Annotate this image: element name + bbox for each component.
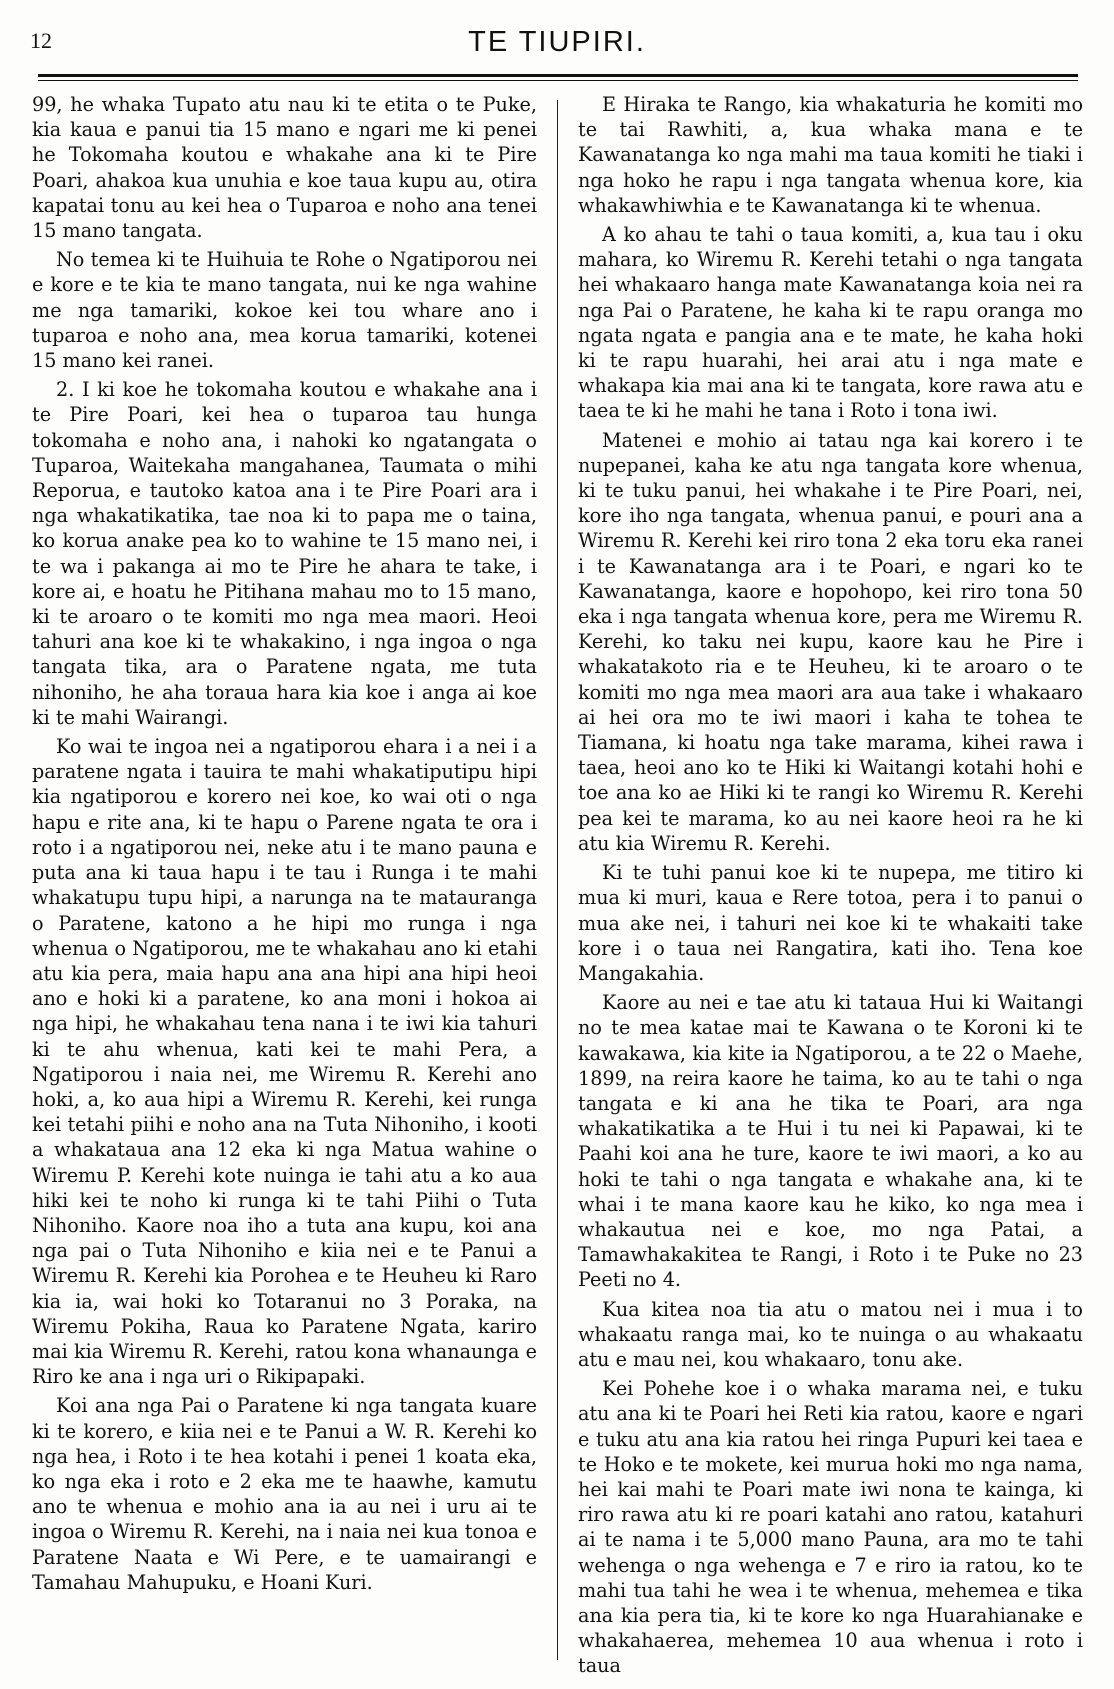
left-paragraph-5: Koi ana nga Pai o Paratene ki nga tangata kuare ki te korero, e kiia nei e te Panui a W. R. Kerehi ko nga hea, i Roto i te hea kotahi i penei 1 koata eka, ko nga eka i roto e 2 eka me te haawhe, kamutu ano te whenua e mohio ana ia au nei i uru ai te ingoa o Wiremu R. Kerehi, na i naia nei kua tonoa e Paratene Naata e Wi Pere, e te uamairangi e Tamahau Mahupuku, e Hoani Kuri. <box>32 1394 537 1594</box>
column-divider <box>557 100 558 1660</box>
left-paragraph-1: 99, he whaka Tupato atu nau ki te etita o te Puke, kia kaua e panui tia 15 mano e ngari me ki penei he Tokomaha koutou e whakahe ana ki te Pire Poari, ahakoa kua unuhia e koe taua kupu au, otira kapatai tonu au kei hea o Tuparoa e noho ana tenei 15 mano tangata. <box>32 93 537 243</box>
left-paragraph-2: No temea ki te Huihuia te Rohe o Ngatiporou nei e kore e te kia te mano tangata, nui ke nga wahine me nga tamariki, kokoe kei tou whare ano i tuparoa e noho ana, mea korua tamariki, kotenei 15 mano kei ranei. <box>32 248 537 373</box>
header-rule-thin <box>38 80 1078 81</box>
right-paragraph-6: Kua kitea noa tia atu o matou nei i mua i to whakaatu ranga mai, ko te nuinga o au whakaatu atu e mau nei, kou whakaaro, tonu ake. <box>578 1297 1083 1371</box>
header-rule-thick <box>38 74 1078 77</box>
page-title: TE TIUPIRI. <box>468 26 646 58</box>
right-paragraph-7: Kei Pohehe koe i o whaka marama nei, e tuku atu ana ki te Poari hei Reti kia ratou, kaore e ngari e tuku atu ana kia ratou hei ringa Pupuri kei taea e te Hoko e te mokete, kei murua hoki mo nga nama, hei kai mahi te Poari mate iwi nona te kainga, ki riro rawa atu ki re poari katahi ano ratou, katahuri ai te nama i te 5,000 mano Pauna, ara mo te tahi wehenga o nga wehenga e 7 e riro ia ratou, ko te mahi tua tahi he wea i te whenua, mehemea e tika ana kia pera tia, ki te kore ko nga Huarahianake e whakahaerea, mehemea 10 aua whenua i roto i taua <box>578 1377 1083 1678</box>
page-header <box>30 22 1084 62</box>
left-column <box>32 92 537 1599</box>
right-paragraph-1: E Hiraka te Rango, kia whakaturia he komiti mo te tai Rawhiti, a, kua whaka mana e te Kawanatanga ko nga mahi ma taua komiti he tiaki i nga hoko he rapu i nga tangata whenua kore, kia whakawhiwhia e te Kawanatanga ki te whenua. <box>578 93 1083 217</box>
right-column <box>578 92 1083 1683</box>
right-paragraph-2: A ko ahau te tahi o taua komiti, a, kua tau i oku mahara, ko Wiremu R. Kerehi tetahi o nga tangata hei whakaaro hanga mate Kawanatanga koia nei ra nga Pai o Paratene, he kaha ki te rapu oranga mo ngata ngata e pangia ana e te mate, he kaha hoki ki te rapu huarahi, hei arai atu i nga mate e whakapa kia mai ana ki te tangata, kore rawa atu e taea te ki he mahi he tana i Roto i tona iwi. <box>578 223 1083 423</box>
right-paragraph-5: Kaore au nei e tae atu ki tataua Hui ki Waitangi no te mea katae mai te Kawana o te Koroni ki te kawakawa, kia kite ia Ngatiporou, a te 22 o Maehe, 1899, na reira kaore he taima, ko au te tahi o nga tangata e ki ana he tika te Poari, ara nga whakatikatika a te Hui i tu nei ki Papawai, ki te Paahi koi ana he ture, kaore te iwi maori, a ko au hoki te tahi o nga tangata e whakahe ana, ki te whai i te mana kaore kau he kiko, ko nga mea i whakautua nei e koe, mo nga Patai, a Tamawhakakitea te Rangi, i Roto i te Puke no 23 Peeti no 4. <box>578 991 1083 1292</box>
page-number: 12 <box>30 28 52 53</box>
left-paragraph-3: 2. I ki koe he tokomaha koutou e whakahe ana i te Pire Poari, kei hea o tuparoa tau hunga tokomaha e noho ana, i nahoki ko ngatangata o Tuparoa, Waitekaha mangahanea, Taumata o mihi Reporua, e tautoko katoa ana i te Pire Poari ara i nga whakatikatika, tae noa ki to papa me o taina, ko korua anake pea ko to wahine te 15 mano nei, i te wa i pakanga ai mo te Pire he ahara te take, i kore ai, e hoatu he Pitihana mahau mo to 15 mano, ki te aroaro o te komiti mo nga mea maori. Heoi tahuri ana koe ki te whakakino, i nga ingoa o nga tangata tika, ara o Paratene ngata, me tuta nihoniho, he aha torauа hara kia koe i anga ai koe ki te mahi Wairangi. <box>32 378 537 729</box>
right-paragraph-4: Ki te tuhi panui koe ki te nupepa, me titiro ki mua ki muri, kaua e Rere totoa, pera i to panui o mua ake nei, i tahuri nei koe ki te whakaiti take kore i o taua nei Rangatira, kati iho. Tena koe Mangakahia. <box>578 861 1083 985</box>
left-paragraph-4: Ko wai te ingoa nei a ngatiporou ehara i a nei i a paratene ngata i tauira te mahi whakatiputipu hipi kia ngatiporou e korero nei koe, ko wai oti o nga hapu e rite ana, ki te hapu o Parene ngata te ora i roto i a ngatiporou nei, neke atu i te mano pauna e puta ana ki taua hapu i te tau i Runga i te mahi whakatupu tupu hipi, a narunga na te matauranga o Paratene, katono a he hipi mo runga i nga whenua o Ngatiporou, me te whakahau ano ki etahi atu kia pera, maia hapu ana ana hipi ana hipi heoi ano e hoki ki a paratene, ko ana moni i hokoa ai nga hipi, he whakahau tena nana i te iwi kia tahuri ki te ahu whenua, kati kei te mahi Pera, a Ngatiporou i naia nei, me Wiremu R. Kerehi ano hoki, a, ko aua hipi a Wiremu R. Kerehi, kei runga kei tetahi piihi e noho ana na Tuta Nihoniho, i kooti a whakataua ana 12 eka ki nga Matua wahine o Wiremu P. Kerehi kote nuinga ie tahi atu a ko aua hiki kei te noho ki runga ki te tahi Piihi o Tuta Nihoniho. Kaore noa iho a tuta ana kupu, koi ana nga pai o Tuta Nihoniho e kiia nei e te Panui a Wiremu R. Kerehi kia Porohea e te Heuheu ki Raro kia ia, wai hoki ko Totaranui no 3 Poraka, na Wiremu Pokiha, Raua ko Paratene Ngata, kariro mai kia Wiremu R. Kerehi, ratou kona whanaunga e Riro ke ana i nga uri o Rikipapaki. <box>32 735 537 1389</box>
right-paragraph-3: Matenei e mohio ai tatau nga kai korero i te nupepanei, kaha ke atu nga tangata kore whenua, ki te tuku panui, hei whakahe i te Pire Poari, nei, kore iho nga tangata, whenua panui, e pouri ana a Wiremu R. Kerehi kei riro tona 2 eka toru eka ranei i te Kawanatanga ara i te Poari, e ngari ko te Kawanatanga, kaore e hopohopo, kei riro tona 50 eka i nga tangata whenua kore, pera me Wiremu R. Kerehi, ko taku nei kupu, kaore kau he Pire i whakatakoto ria e te Heuheu, ki te aroaro o te komiti mo nga mea maori ara aua take i whakaaro ai hei ora mo te iwi maori i kaha te tohea te Tiamana, ki hoatu nga take marama, kihei rawa i taea, heoi ano ko te Hiki ki Waitangi kotahi hohi e toe ana ko ae Hiki ki te rangi ko Wiremu R. Kerehi pea kei te marama, ko au nei kaore heoi ra he ki atu kia Wiremu R. Kerehi. <box>578 428 1083 855</box>
